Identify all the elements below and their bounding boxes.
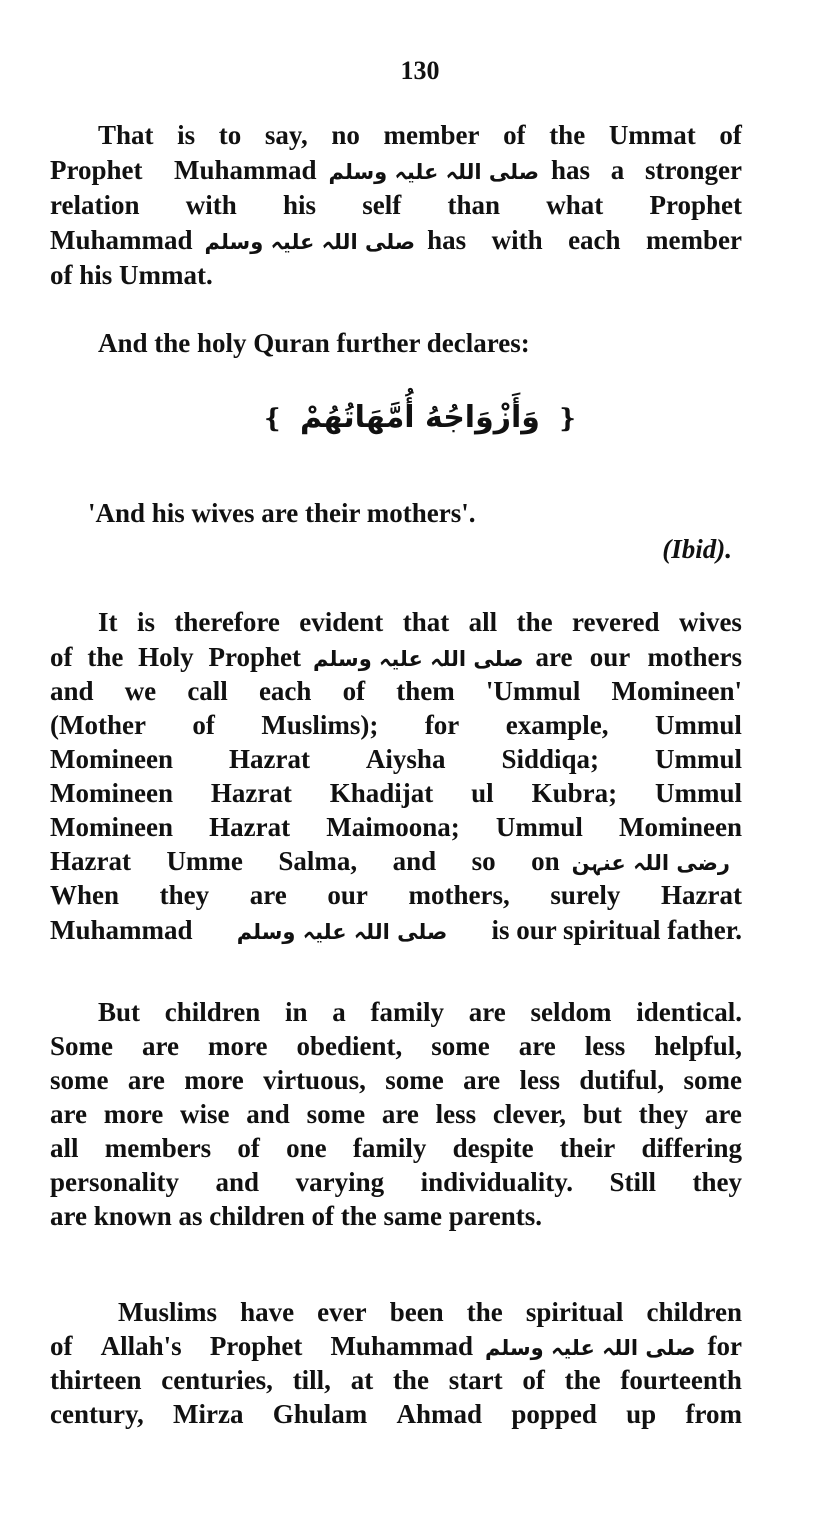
word: (Mother — [50, 710, 146, 740]
word: helpful, — [654, 1031, 742, 1061]
word: of — [522, 1365, 545, 1395]
word: is — [177, 120, 196, 150]
word: has — [427, 225, 467, 255]
word: Ahmad — [396, 1399, 483, 1429]
word: relation — [50, 190, 140, 220]
word: Momineen — [50, 812, 173, 842]
ornament-right: ❵ — [556, 404, 579, 434]
word: self — [362, 190, 402, 220]
word: virtuous, — [263, 1065, 366, 1095]
word: on — [531, 846, 560, 876]
word: differing — [641, 1133, 742, 1163]
word: of — [50, 642, 73, 672]
honorific-arabic: صلی اللہ علیہ وسلم — [484, 1336, 696, 1360]
word: been — [389, 1297, 444, 1327]
word: are — [518, 1031, 556, 1061]
word: and — [215, 1167, 260, 1197]
word: Hazrat — [210, 778, 292, 808]
word: wives — [678, 607, 742, 637]
word: has — [551, 155, 591, 185]
word-group — [50, 1329, 473, 1363]
word: Ghulam — [272, 1399, 368, 1429]
word: despite — [452, 1133, 534, 1163]
word-group — [50, 640, 301, 674]
p4-line-1 — [98, 995, 742, 1029]
p1-line-1 — [98, 118, 742, 152]
word: seldom — [530, 997, 612, 1027]
p3-line-10: Muhammad صلی اللہ علیہ وسلم is our spiritual father. — [50, 913, 742, 947]
word: are — [704, 1099, 742, 1129]
word: member — [646, 225, 742, 255]
word: some — [306, 1099, 366, 1129]
word: that — [402, 607, 450, 637]
word: some — [431, 1031, 490, 1061]
p5-line-2: of Allah's Prophet Muhammad صلی اللہ علیہ وسلم for — [50, 1329, 742, 1363]
word: Momineen — [619, 812, 742, 842]
word: more — [103, 1099, 164, 1129]
word: more — [184, 1065, 244, 1095]
p3-line-1 — [98, 605, 742, 639]
word: them — [396, 676, 455, 706]
word: example, — [505, 710, 609, 740]
word: with — [185, 190, 237, 220]
word: Hazrat — [228, 744, 310, 774]
word: till, — [292, 1365, 331, 1395]
word: a — [332, 997, 346, 1027]
word: start — [448, 1365, 503, 1395]
word: a — [610, 155, 625, 185]
word: and — [392, 846, 437, 876]
word: the — [466, 1297, 503, 1327]
page-number: 130 — [400, 56, 440, 85]
p1-line-5: of his Ummat. — [50, 260, 213, 290]
word: That — [98, 120, 154, 150]
p4-line-2 — [50, 1029, 742, 1063]
word: of — [719, 120, 742, 150]
quran-verse — [0, 400, 840, 435]
word: our — [589, 642, 631, 672]
p2-line: And the holy Quran further declares: — [98, 328, 530, 358]
ornament-left: ❴ — [261, 404, 284, 434]
word: members — [104, 1133, 212, 1163]
word: at — [350, 1365, 374, 1395]
honorific-radi-arabic: رضی اللہ عنہن — [571, 851, 730, 875]
word: Siddiqa; — [501, 744, 599, 774]
word: are — [381, 1099, 419, 1129]
word: of — [503, 120, 526, 150]
word: from — [685, 1399, 742, 1429]
word: wise — [180, 1099, 230, 1129]
word: varying — [295, 1167, 385, 1197]
p4-line-5 — [50, 1131, 742, 1165]
word: Muslims); — [261, 710, 379, 740]
word: the — [564, 1365, 601, 1395]
p3-line-6 — [50, 776, 742, 810]
word: the — [87, 642, 124, 672]
word: no — [331, 120, 360, 150]
word: Muhammad — [330, 1331, 473, 1361]
p4-line-6 — [50, 1165, 742, 1199]
word: therefore — [174, 607, 280, 637]
word: they — [638, 1099, 689, 1129]
word: Momineen — [50, 744, 173, 774]
word: say, — [264, 120, 308, 150]
word: some — [683, 1065, 742, 1095]
word: to — [218, 120, 242, 150]
word: identical. — [636, 997, 742, 1027]
word: evident — [299, 607, 384, 637]
word: But — [98, 997, 141, 1027]
word: one — [286, 1133, 327, 1163]
word: Umme — [166, 846, 243, 876]
word: Hazrat — [661, 880, 742, 910]
word: each — [568, 225, 621, 255]
word: is — [136, 607, 155, 637]
p3-line-5 — [50, 742, 742, 776]
word: Prophet — [208, 642, 301, 672]
word: Maimoona; — [326, 812, 460, 842]
word: revered — [572, 607, 660, 637]
word: century, — [50, 1399, 144, 1429]
word: in — [285, 997, 308, 1027]
word: mothers, — [408, 880, 510, 910]
word: personality — [50, 1167, 180, 1197]
word: for — [424, 710, 460, 740]
word: It — [98, 607, 118, 637]
honorific-arabic: صلی اللہ علیہ وسلم — [204, 230, 416, 254]
p1-line-3 — [50, 188, 742, 222]
word: of — [192, 710, 215, 740]
p1-line-2 — [50, 153, 742, 187]
p4-line-3 — [50, 1063, 742, 1097]
word: the — [549, 120, 586, 150]
word: and — [50, 676, 94, 706]
word: Ummul — [654, 778, 742, 808]
word: mothers — [647, 642, 742, 672]
word: family — [370, 997, 445, 1027]
word: less — [519, 1065, 560, 1095]
word-group — [551, 153, 742, 187]
word: of — [237, 1133, 260, 1163]
word: have — [240, 1297, 295, 1327]
word: fourteenth — [620, 1365, 742, 1395]
word: Ummat — [608, 120, 696, 150]
word: the — [392, 1365, 429, 1395]
p1-line-4: Muhammad صلی اللہ علیہ وسلم has with each member — [50, 223, 742, 257]
word: our — [327, 880, 368, 910]
word: less — [435, 1099, 477, 1129]
word: Ummul — [654, 744, 742, 774]
word: Hazrat — [50, 846, 131, 876]
word: the — [516, 607, 553, 637]
word: clever, — [492, 1099, 567, 1129]
word: When — [50, 880, 120, 910]
word: popped — [511, 1399, 597, 1429]
word: Hazrat — [209, 812, 291, 842]
word: stronger — [645, 155, 743, 185]
p4-line-7: are known as children of the same parents. — [50, 1201, 543, 1231]
word: some — [385, 1065, 444, 1095]
word: individuality. — [420, 1167, 573, 1197]
word: ever — [317, 1297, 367, 1327]
p3-line-9 — [50, 878, 742, 912]
p3-line-4 — [50, 708, 742, 742]
translation-line: 'And his wives are their mothers'. — [88, 498, 476, 528]
word-group — [50, 844, 560, 878]
word: less — [584, 1031, 626, 1061]
word: and — [246, 1099, 290, 1129]
word-group — [427, 223, 742, 257]
word: ul — [471, 778, 494, 808]
word: Some — [50, 1031, 113, 1061]
word: obedient, — [296, 1031, 403, 1061]
word: dutiful, — [579, 1065, 665, 1095]
word: we — [124, 676, 157, 706]
word: some — [50, 1065, 109, 1095]
word: are — [142, 1031, 179, 1061]
word: his — [282, 190, 317, 220]
word: their — [559, 1133, 616, 1163]
word: up — [626, 1399, 657, 1429]
word: 'Ummul — [485, 676, 581, 706]
p3-line-2 — [50, 640, 742, 674]
word: thirteen — [50, 1365, 142, 1395]
word: they — [159, 880, 210, 910]
word: Prophet — [50, 155, 143, 185]
word: Prophet — [649, 190, 742, 220]
word: call — [187, 676, 228, 706]
word: they — [692, 1167, 742, 1197]
word: Aiysha — [365, 744, 446, 774]
word: so — [471, 846, 496, 876]
word: more — [207, 1031, 268, 1061]
word: are — [535, 642, 573, 672]
word: of — [342, 676, 366, 706]
word: of — [50, 1331, 73, 1361]
word: each — [258, 676, 312, 706]
word: are — [463, 1065, 501, 1095]
word-group — [50, 153, 316, 187]
word: Momineen — [50, 778, 173, 808]
word: Still — [609, 1167, 656, 1197]
word: children — [646, 1297, 742, 1327]
citation: (Ibid). — [662, 534, 732, 564]
word: family — [352, 1133, 427, 1163]
word: with — [491, 225, 543, 255]
word: are — [50, 1099, 87, 1129]
honorific-arabic: صلی اللہ علیہ وسلم — [236, 920, 448, 944]
p4-line-4 — [50, 1097, 742, 1131]
word: Momineen' — [611, 676, 742, 706]
word: member — [383, 120, 480, 150]
p5-line-3 — [50, 1363, 742, 1397]
word: spiritual — [525, 1297, 624, 1327]
word: what — [546, 190, 604, 220]
word-group — [536, 640, 742, 674]
word: Khadijat — [329, 778, 434, 808]
word: surely — [550, 880, 621, 910]
verse-text: وَأَزْوَاجُهُ أُمَّهَاتُهُمْ — [300, 400, 540, 435]
p3-line-3 — [50, 674, 742, 708]
word: are — [468, 997, 506, 1027]
word: children — [164, 997, 261, 1027]
word: are — [249, 880, 287, 910]
word: all — [50, 1133, 79, 1163]
p3-line-7 — [50, 810, 742, 844]
word: Salma, — [278, 846, 358, 876]
honorific-arabic: صلی اللہ علیہ وسلم — [313, 647, 524, 671]
p5-line-4 — [50, 1397, 742, 1431]
word: Muhammad — [173, 155, 317, 185]
p5-line-1 — [118, 1295, 742, 1329]
word: Mirza — [173, 1399, 244, 1429]
word: are — [127, 1065, 165, 1095]
word: Ummul — [654, 710, 742, 740]
word: Allah's — [100, 1331, 182, 1361]
word: Ummul — [495, 812, 583, 842]
word: Holy — [138, 642, 194, 672]
p3-line-8 — [50, 844, 742, 878]
word: but — [582, 1099, 622, 1129]
word: than — [447, 190, 500, 220]
word: all — [468, 607, 498, 637]
word: Kubra; — [531, 778, 618, 808]
word: Prophet — [209, 1331, 303, 1361]
word: Muslims — [118, 1297, 218, 1327]
honorific-arabic: صلی اللہ علیہ وسلم — [328, 160, 540, 184]
word: centuries, — [161, 1365, 273, 1395]
